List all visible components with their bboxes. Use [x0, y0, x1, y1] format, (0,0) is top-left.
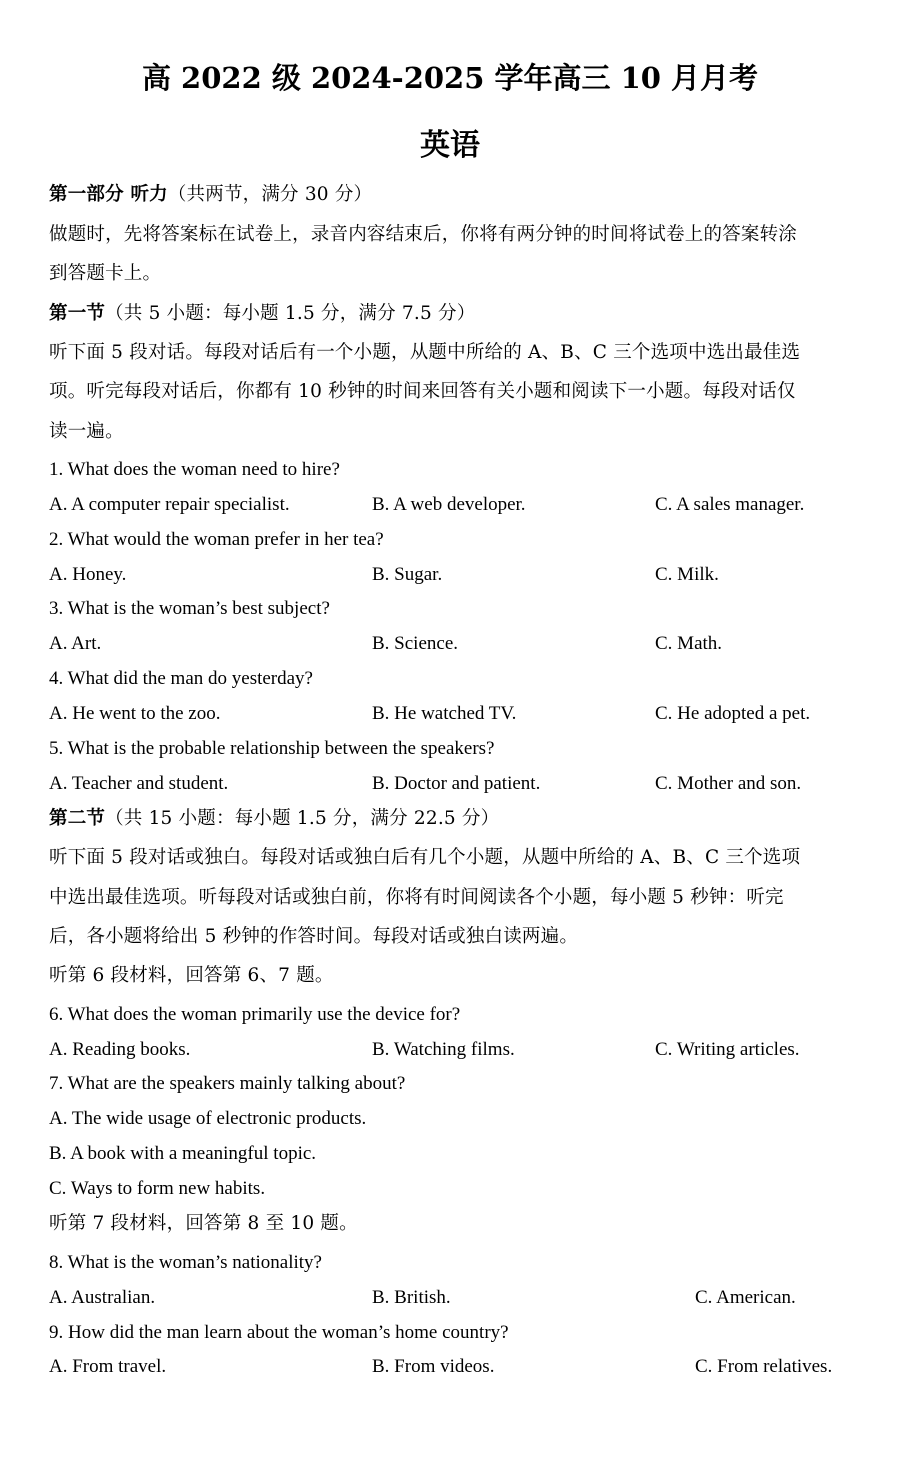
question-6: 6. What does the woman primarily use the device for? [49, 1004, 461, 1025]
section2-instruction-line: 听下面 5 段对话或独白。每段对话或独白后有几个小题，从题中所给的 A、B、C 三个选项 [49, 847, 801, 868]
q5-option-a: A. Teacher and student. [49, 773, 229, 794]
q3-option-b: B. Science. [372, 633, 459, 654]
q9-option-c: C. From relatives. [695, 1356, 833, 1377]
material-7-instruction: 听第 7 段材料，回答第 8 至 10 题。 [49, 1213, 358, 1234]
section1-heading-label: 第一节 [49, 303, 106, 324]
part1-heading-label: 第一部分 听力 [49, 184, 168, 205]
question-5: 5. What is the probable relationship between the speakers? [49, 738, 495, 759]
q5-option-c: C. Mother and son. [655, 773, 802, 794]
question-8: 8. What is the woman’s nationality? [49, 1252, 322, 1273]
section1-instruction-line: 读一遍。 [49, 421, 124, 442]
q2-option-a: A. Honey. [49, 564, 127, 585]
question-3: 3. What is the woman’s best subject? [49, 598, 330, 619]
q1-option-b: B. A web developer. [372, 494, 526, 515]
section2-heading-detail: （共 15 小题：每小题 1.5 分，满分 22.5 分） [105, 808, 500, 829]
q4-option-b: B. He watched TV. [372, 703, 517, 724]
q8-option-a: A. Australian. [49, 1287, 156, 1308]
q7-option-a: A. The wide usage of electronic products. [49, 1108, 367, 1129]
q6-option-a: A. Reading books. [49, 1039, 191, 1060]
q1-option-c: C. A sales manager. [655, 494, 805, 515]
subject-title: 英语 [420, 128, 480, 163]
section2-instruction-line: 中选出最佳选项。听每段对话或独白前，你将有时间阅读各个小题，每小题 5 秒钟：听完 [49, 887, 784, 908]
q5-option-b: B. Doctor and patient. [372, 773, 541, 794]
part1-instruction-line: 到答题卡上。 [49, 263, 162, 284]
q1-option-a: A. A computer repair specialist. [49, 494, 290, 515]
q3-option-a: A. Art. [49, 633, 102, 654]
q7-option-b: B. A book with a meaningful topic. [49, 1143, 317, 1164]
q6-option-b: B. Watching films. [372, 1039, 515, 1060]
section1-heading [49, 302, 475, 326]
exam-title: 高 2022 级 2024-2025 学年高三 10 月月考 [141, 61, 759, 95]
q4-option-c: C. He adopted a pet. [655, 703, 811, 724]
q4-option-a: A. He went to the zoo. [49, 703, 221, 724]
section2-heading-label: 第二节 [49, 808, 106, 829]
part1-instruction-line: 做题时，先将答案标在试卷上，录音内容结束后，你将有两分钟的时间将试卷上的答案转涂 [49, 224, 798, 245]
q8-option-b: B. British. [372, 1287, 451, 1308]
q9-option-a: A. From travel. [49, 1356, 167, 1377]
question-2: 2. What would the woman prefer in her tea? [49, 529, 384, 550]
q3-option-c: C. Math. [655, 633, 723, 654]
part1-heading-detail: （共两节，满分 30 分） [167, 184, 373, 205]
section2-heading [49, 807, 499, 831]
q6-option-c: C. Writing articles. [655, 1039, 800, 1060]
section1-heading-detail: （共 5 小题：每小题 1.5 分，满分 7.5 分） [105, 303, 476, 324]
q2-option-b: B. Sugar. [372, 564, 443, 585]
q7-option-c: C. Ways to form new habits. [49, 1178, 266, 1199]
q2-option-c: C. Milk. [655, 564, 719, 585]
question-4: 4. What did the man do yesterday? [49, 668, 313, 689]
part1-heading [49, 183, 372, 207]
q9-option-b: B. From videos. [372, 1356, 495, 1377]
question-7: 7. What are the speakers mainly talking about? [49, 1073, 406, 1094]
material-6-instruction: 听第 6 段材料，回答第 6、7 题。 [49, 965, 334, 986]
section1-instruction-line: 项。听完每段对话后，你都有 10 秒钟的时间来回答有关小题和阅读下一小题。每段对话仅 [49, 381, 796, 402]
section1-instruction-line: 听下面 5 段对话。每段对话后有一个小题，从题中所给的 A、B、C 三个选项中选出最佳选 [49, 342, 801, 363]
section2-instruction-line: 后，各小题将给出 5 秒钟的作答时间。每段对话或独白读两遍。 [49, 926, 579, 947]
q8-option-c: C. American. [695, 1287, 796, 1308]
question-1: 1. What does the woman need to hire? [49, 459, 340, 480]
question-9: 9. How did the man learn about the woman’s home country? [49, 1322, 509, 1343]
